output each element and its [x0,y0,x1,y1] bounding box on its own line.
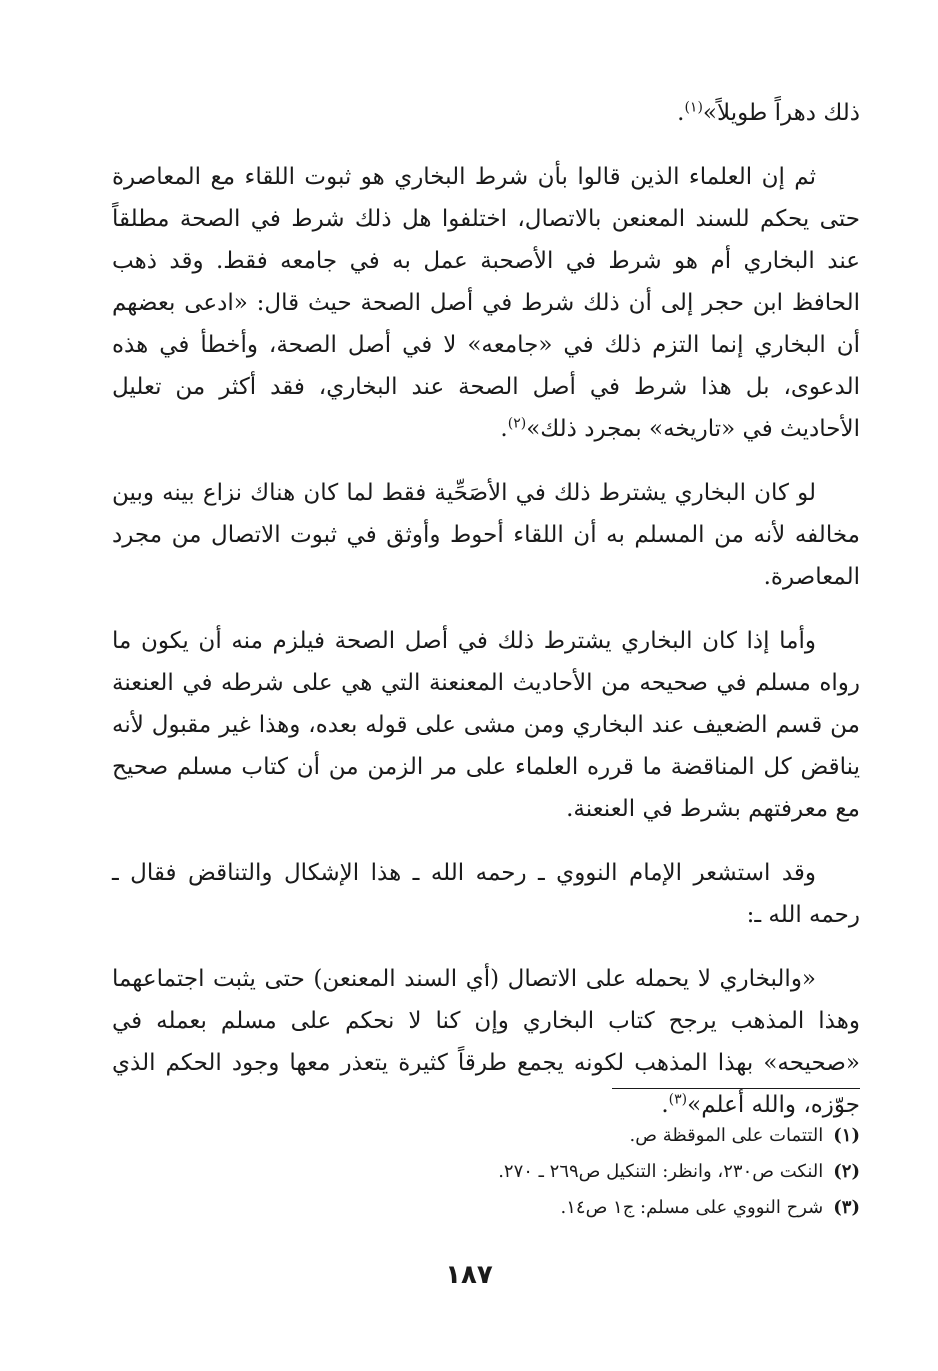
footnote-text: النكت ص٢٣٠، وانظر: التنكيل ص٢٦٩ ـ ٢٧٠. [498,1161,824,1182]
footnote-ref-1[interactable]: (١) [684,99,703,116]
footnotes [300,1120,860,1228]
footnote-divider [612,1088,860,1089]
paragraph [112,852,860,936]
footnote-ref-3[interactable]: (٣) [668,1091,688,1108]
footnote-item [300,1192,860,1224]
footnote-item [300,1156,860,1188]
paragraph-text: لو كان البخاري يشترط ذلك في الأصَحِّية فقط لما كان هناك نزاع بينه وبين مخالفه لأنه من المسلم به أن اللقاء أحوط وأوثق في ثبوت الاتصال من مجرد المعاصرة. [112,480,860,590]
paragraph-continuation [112,92,860,134]
paragraph-text: «والبخاري لا يحمله على الاتصال (أي السند المعنعن) حتى يثبت اجتماعهما وهذا المذهب يرجح كتاب البخاري وإن كنا لا نحكم على مسلم بعمله في «صحيحه» بهذا المذهب لكونه يجمع طرقاً كثيرة يتعذر معها وجود الحكم الذي جوّزه، والله أعلم» [112,966,860,1118]
quote-paragraph [112,958,860,1126]
page-number: ١٨٧ [445,1260,493,1290]
paragraph [112,472,860,598]
paragraph-text: وقد استشعر الإمام النووي ـ رحمه الله ـ هذا الإشكال والتناقض فقال ـ رحمه الله ـ: [112,860,860,928]
paragraph-text: ثم إن العلماء الذين قالوا بأن شرط البخاري هو ثبوت اللقاء مع المعاصرة حتى يحكم للسند المعنعن بالاتصال، اختلفوا هل ذلك شرط في الصحة مطلقاً عند البخاري أم هو شرط في الأصحبة عمل به في جامعه فقط. وقد ذهب الحافظ ابن حجر إلى أن ذلك شرط في أصل الصحة حيث قال: «ادعى بعضهم أن البخاري إنما التزم ذلك في «جامعه» لا في أصل الصحة، وأخطأ في هذه الدعوى، بل هذا شرط في أصل الصحة عند البخاري، فقد أكثر من تعليل الأحاديث في «تاريخه» بمجرد ذلك» [112,164,860,442]
paragraph [112,156,860,450]
footnote-item [300,1120,860,1152]
paragraph-text: ذلك دهراً طويلاً» [702,100,860,126]
footnote-ref-2[interactable]: (٢) [507,415,527,432]
footnote-text: شرح النووي على مسلم: ج١ ص١٤. [560,1197,824,1218]
paragraph-text: وأما إذا كان البخاري يشترط ذلك في أصل الصحة فيلزم منه أن يكون ما رواه مسلم في صحيحه من الأحاديث المعنعنة التي هي على شرطه في العنعنة من قسم الضعيف عند البخاري ومن مشى على قوله بعده، وهذا غير مقبول لأنه يناقض كل المناقضة ما قرره العلماء على مر الزمن من أن كتاب مسلم صحيح مع معرفتهم بشرط في العنعنة. [112,628,860,822]
footnote-number: (٢) [833,1161,860,1182]
paragraph-tail: . [661,1092,669,1118]
footnote-number: (١) [833,1125,860,1146]
paragraph-tail: . [677,100,685,126]
paragraph-tail: . [500,416,508,442]
footnote-text: التتمات على الموقظة ص. [629,1125,824,1146]
main-text [112,92,860,1148]
paragraph [112,620,860,830]
footnote-number: (٣) [833,1197,860,1218]
